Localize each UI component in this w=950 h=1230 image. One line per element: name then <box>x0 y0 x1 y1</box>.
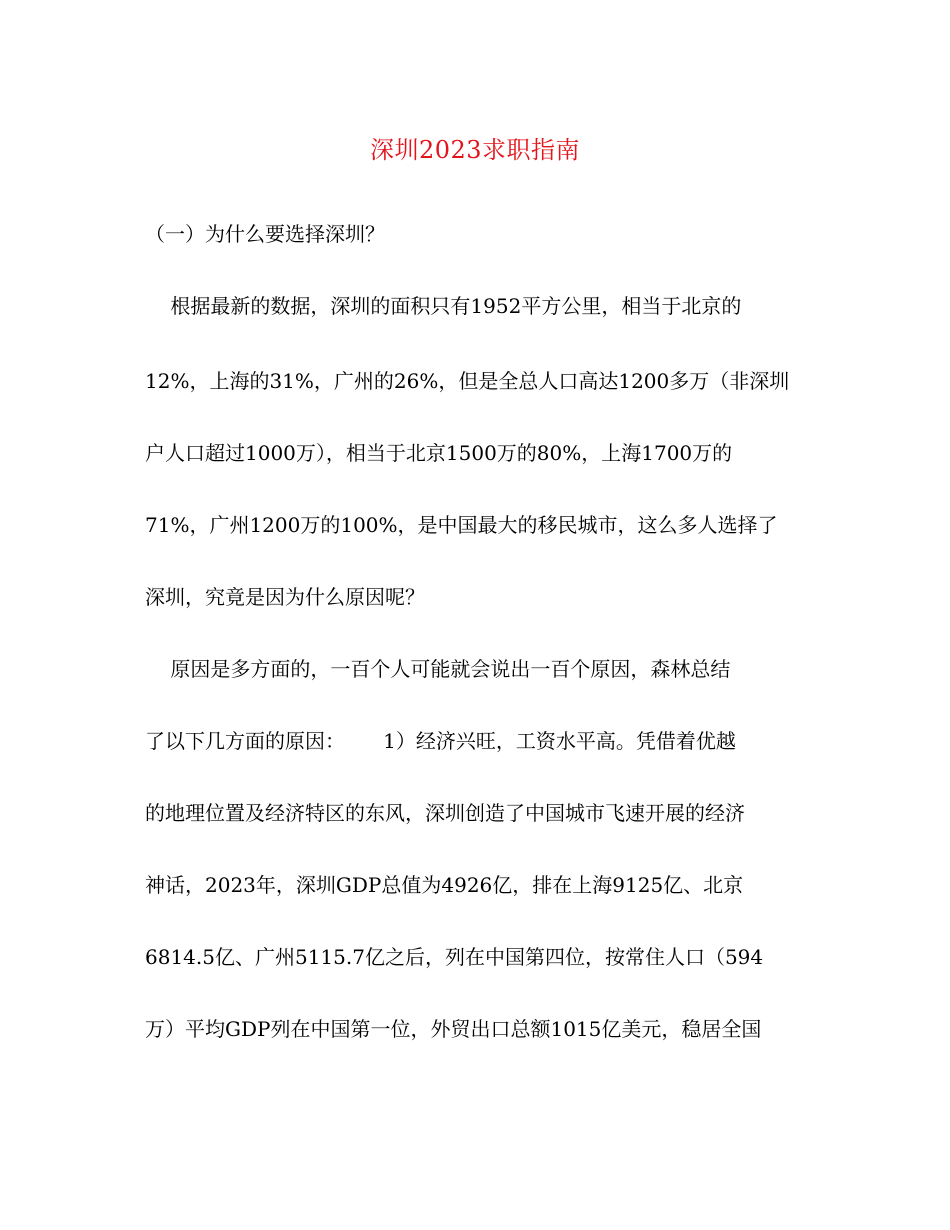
paragraph-1-line: 深圳，究竟是因为什么原因呢？ <box>145 585 425 609</box>
paragraph-2-line: 6814.5亿、广州5115.7亿之后，列在中国第四位，按常住人口（594 <box>145 945 764 969</box>
document-title: 深圳2023求职指南 <box>369 136 581 164</box>
paragraph-2-line: 万）平均GDP列在中国第一位，外贸出口总额1015亿美元，稳居全国 <box>145 1017 762 1041</box>
paragraph-1-line: 户人口超过1000万），相当于北京1500万的80%，上海1700万的 <box>145 441 733 465</box>
paragraph-2-line: 原因是多方面的，一百个人可能就会说出一百个原因，森林总结 <box>145 657 731 681</box>
paragraph-1-line: 71%，广州1200万的100%，是中国最大的移民城市，这么多人选择了 <box>145 513 778 537</box>
paragraph-1-line: 根据最新的数据，深圳的面积只有1952平方公里，相当于北京的 <box>145 294 742 318</box>
paragraph-2-line: 了以下几方面的原因： 1）经济兴旺，工资水平高。凭借着优越 <box>145 729 736 753</box>
paragraph-2-line: 神话，2023年，深圳GDP总值为4926亿，排在上海9125亿、北京 <box>145 873 744 897</box>
paragraph-1-line: 12%，上海的31%，广州的26%，但是全总人口高达1200多万（非深圳 <box>145 369 790 393</box>
paragraph-2-line: 的地理位置及经济特区的东风，深圳创造了中国城市飞速开展的经济 <box>145 801 745 825</box>
section-heading: （一）为什么要选择深圳？ <box>145 222 385 246</box>
